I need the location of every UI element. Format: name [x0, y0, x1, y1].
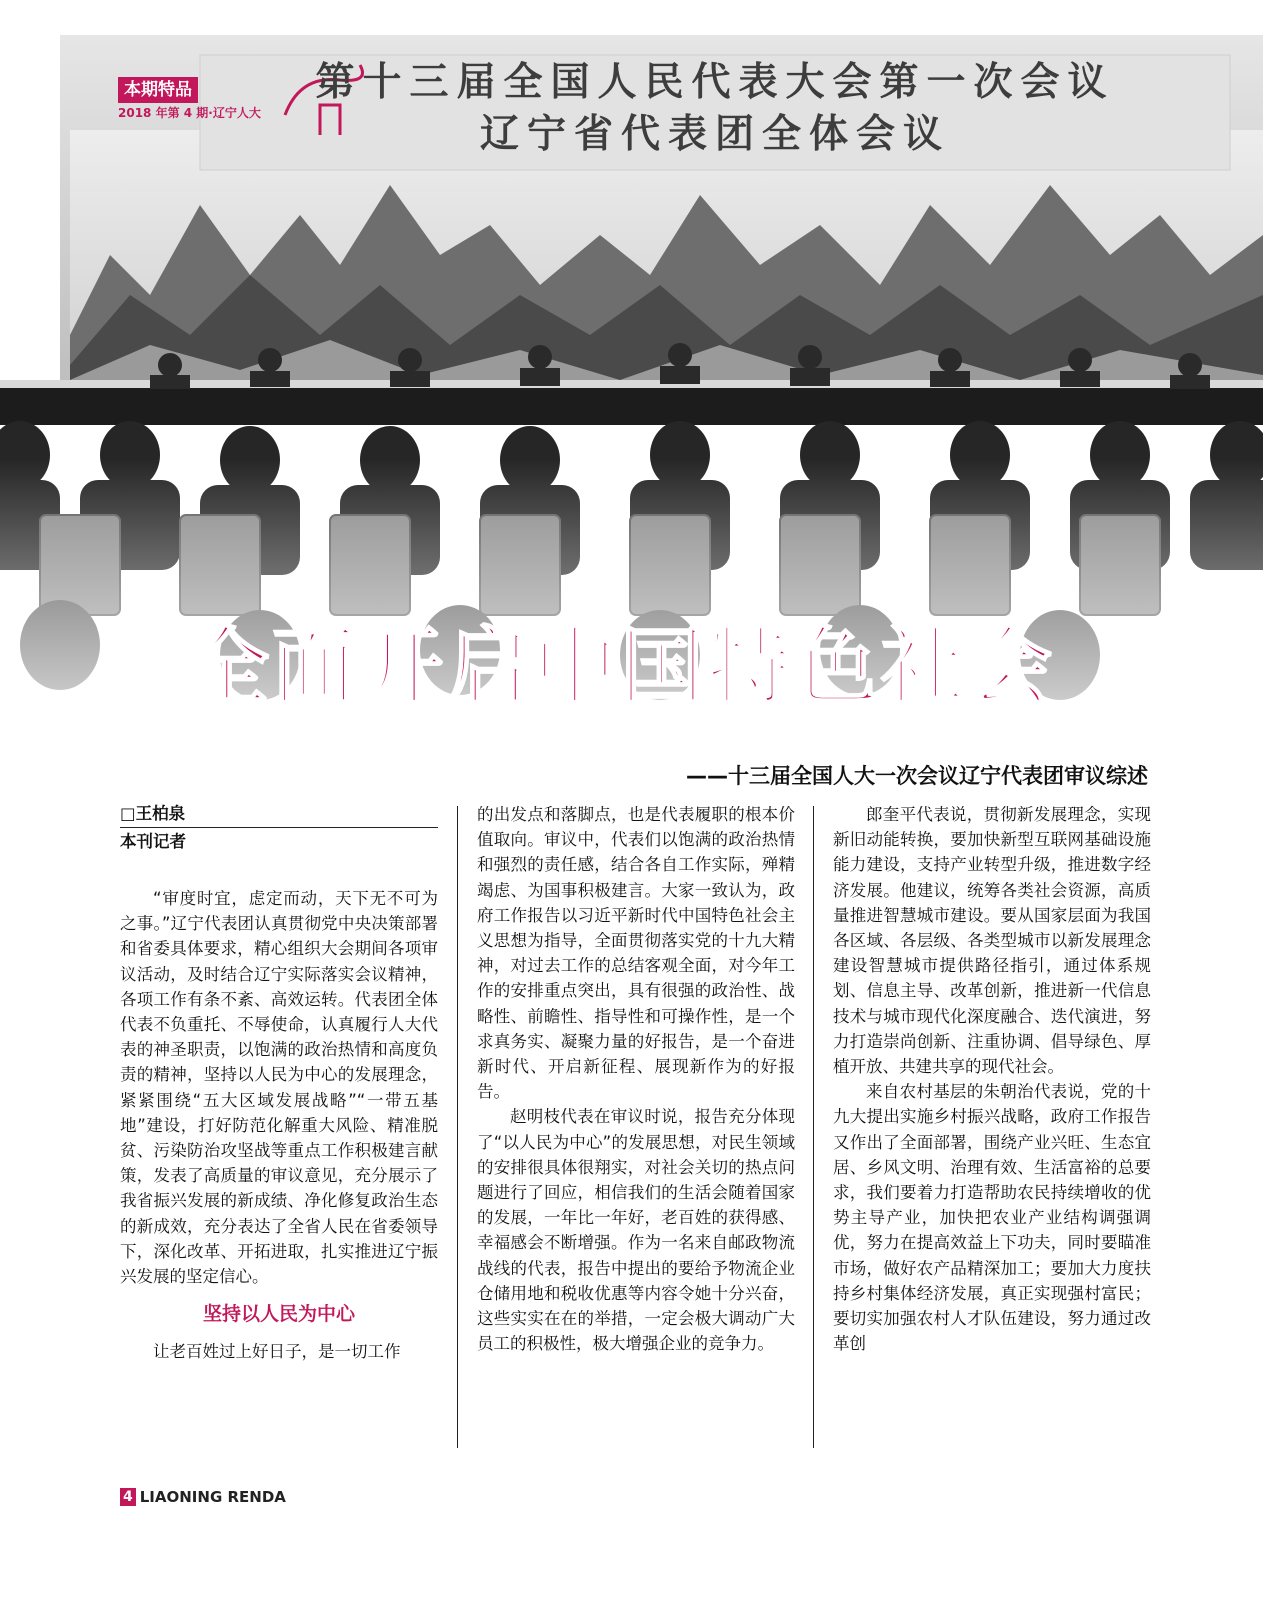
- magazine-name: LIAONING RENDA: [139, 1488, 286, 1506]
- page-number: 4: [120, 1488, 136, 1506]
- article-subtitle: ——十三届全国人大一次会议辽宁代表团审议综述: [686, 764, 1148, 788]
- text-column-3: [833, 802, 1151, 1356]
- article-title: 全面开启中国特色社会: [185, 618, 1056, 716]
- paragraph: “审度时宜，虑定而动，天下无不可为之事。”辽宁代表团认真贯彻党中央决策部署和省委具体要求，精心组织大会期间各项审议活动，及时结合辽宁实际落实会议精神，各项工作有条不紊、高效运转。代表团全体代表不负重托、不辱使命，认真履行人大代表的神圣职责，以饱满的政治热情和高度负责的精神，坚持以人民为中心的发展理念，紧紧围绕“五大区域发展战略”“一带五基地”建设，打好防范化解重大风险、精准脱贫、污染防治攻坚战等重点工作积极建言献策，发表了高质量的审议意见，充分展示了我省振兴发展的新成绩、净化修复政治生态的新成效，充分表达了全省人民在省委领导下，深化改革、开拓进取，扎实推进辽宁振兴发展的坚定信心。: [120, 889, 438, 1287]
- text-column-2: [477, 802, 795, 1356]
- paragraph: 让老百姓过上好日子，是一切工作: [153, 1342, 401, 1362]
- section-heading: 坚持以人民为中心: [202, 1303, 355, 1326]
- paragraph: 的出发点和落脚点，也是代表履职的根本价值取向。审议中，代表们以饱满的政治热情和强烈的责任感，结合各自工作实际，殚精竭虑、为国事积极建言。大家一致认为，政府工作报告以习近平新时代中国特色社会主义思想为指导，全面贯彻落实党的十九大精神，对过去工作的总结客观全面，对今年工作的安排重点突出，具有很强的政治性、战略性、前瞻性、指导性和可操作性，是一个求真务实、凝聚力量的好报告，是一个奋进新时代、开启新征程、展现新作为的好报告。: [477, 805, 795, 1102]
- author-role: 本刊记者: [120, 832, 186, 851]
- column-badge: 本期特品: [118, 77, 198, 103]
- page-footer: [120, 1488, 286, 1506]
- paragraph: 郎奎平代表说，贯彻新发展理念，实现新旧动能转换，要加快新型互联网基础设施能力建设，支持产业转型升级，推进数字经济发展。他建议，统筹各类社会资源，高质量推进智慧城市建设。要从国家层面为我国各区域、各层级、各类型城市以新发展理念建设智慧城市提供路径指引，通过体系规划、信息主导、改革创新，推进新一代信息技术与城市现代化深度融合、迭代演进，努力打造崇尚创新、注重协调、倡导绿色、厚植开放、共建共享的现代社会。: [833, 805, 1151, 1077]
- meeting-banner: [205, 57, 1225, 167]
- column-divider: [813, 806, 814, 1448]
- column-divider: [457, 806, 458, 1448]
- paragraph: 来自农村基层的朱朝治代表说，党的十九大提出实施乡村振兴战略，政府工作报告又作出了全面部署，围绕产业兴旺、生态宜居、乡风文明、治理有效、生活富裕的总要求，我们要着力打造帮助农民持续增收的优势主导产业，加快把农业产业结构调强调优，努力在提高效益上下功夫，同时要瞄准市场，做好农产品精深加工；要加大力度扶持乡村集体经济发展，真正实现强村富民；要切实加强农村人才队伍建设，努力通过改革创: [833, 1082, 1151, 1354]
- banner-line-2: 辽宁省代表团全体会议: [479, 112, 950, 157]
- banner-line-1: 第十三届全国人民代表大会第一次会议: [315, 60, 1115, 105]
- paragraph: 赵明枝代表在审议时说，报告充分体现了“以人民为中心”的发展思想，对民生领域的安排很具体很翔实，对社会关切的热点问题进行了回应，相信我们的生活会随着国家的发展，一年比一年好，老百姓的获得感、幸福感会不断增强。作为一名来自邮政物流战线的代表，报告中提出的要给予物流企业仓储用地和税收优惠等内容令她十分兴奋，这些实实在在的举措，一定会极大调动广大员工的积极性，极大增强企业的竞争力。: [477, 1107, 795, 1354]
- text-column-1: [120, 802, 438, 1364]
- author-byline: □王柏泉: [120, 804, 186, 823]
- byline-divider: [120, 827, 438, 828]
- issue-line: 2018 年第 4 期·辽宁人大: [118, 106, 261, 120]
